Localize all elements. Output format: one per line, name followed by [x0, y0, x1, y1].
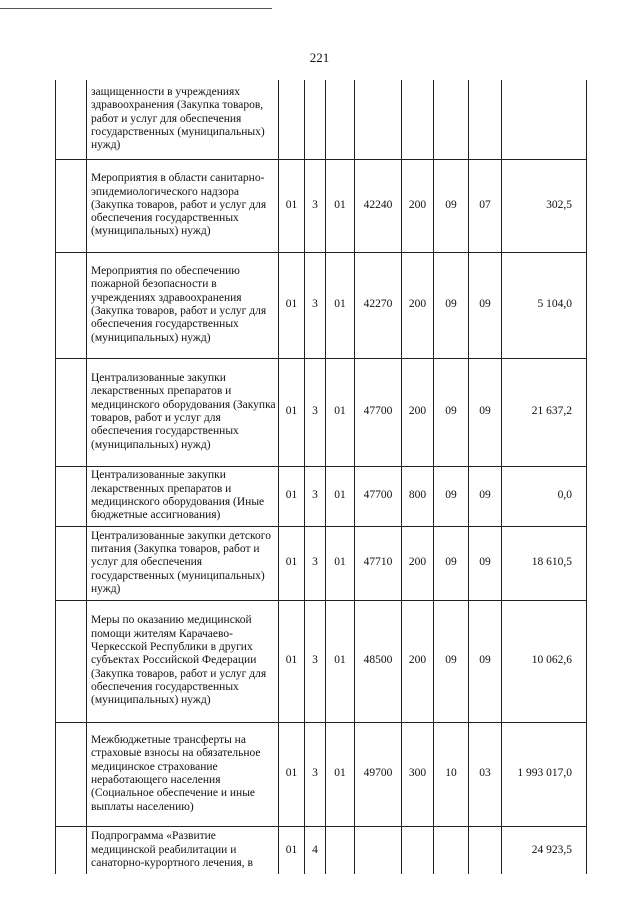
table-row — [56, 526, 587, 600]
row-code-cell-c6 — [434, 80, 469, 159]
row-code-cell-c3: 01 — [326, 600, 355, 722]
row-index-cell — [56, 466, 87, 526]
row-code-cell-c6: 09 — [434, 466, 469, 526]
row-code-cell-c1: 01 — [279, 358, 305, 466]
row-code-cell-c3: 01 — [326, 526, 355, 600]
row-index-cell — [56, 600, 87, 722]
row-code-cell-c2: 3 — [305, 466, 326, 526]
row-sum-cell: 302,5 — [502, 159, 587, 252]
row-code-cell-c7 — [469, 80, 502, 159]
row-name-cell: Подпрограмма «Развитие медицинской реабилитации и санаторно-курортного лечения, в — [87, 826, 279, 874]
table-row — [56, 80, 587, 159]
row-code-cell-c7: 09 — [469, 526, 502, 600]
row-code-cell-c7 — [469, 826, 502, 874]
table-row — [56, 722, 587, 826]
table-row — [56, 159, 587, 252]
row-code-cell-c3 — [326, 826, 355, 874]
row-code-cell-c4 — [355, 826, 402, 874]
top-rule — [0, 8, 272, 9]
row-index-cell — [56, 159, 87, 252]
row-code-cell-c2: 4 — [305, 826, 326, 874]
row-code-cell-c4: 47700 — [355, 466, 402, 526]
row-code-cell-c4: 47700 — [355, 358, 402, 466]
row-code-cell-c1: 01 — [279, 252, 305, 358]
row-code-cell-c6: 09 — [434, 526, 469, 600]
row-code-cell-c1: 01 — [279, 826, 305, 874]
row-code-cell-c6: 09 — [434, 159, 469, 252]
row-sum-cell: 18 610,5 — [502, 526, 587, 600]
row-sum-cell: 10 062,6 — [502, 600, 587, 722]
row-code-cell-c6 — [434, 826, 469, 874]
row-code-cell-c7: 03 — [469, 722, 502, 826]
row-code-cell-c2: 3 — [305, 159, 326, 252]
row-code-cell-c6: 09 — [434, 358, 469, 466]
row-code-cell-c2: 3 — [305, 600, 326, 722]
row-code-cell-c3: 01 — [326, 358, 355, 466]
row-sum-cell: 0,0 — [502, 466, 587, 526]
table-row — [56, 252, 587, 358]
row-sum-cell: 1 993 017,0 — [502, 722, 587, 826]
row-code-cell-c2 — [305, 80, 326, 159]
table-body — [56, 80, 587, 874]
row-sum-cell: 21 637,2 — [502, 358, 587, 466]
row-code-cell-c3: 01 — [326, 466, 355, 526]
row-code-cell-c4 — [355, 80, 402, 159]
row-code-cell-c3: 01 — [326, 252, 355, 358]
row-code-cell-c4: 42240 — [355, 159, 402, 252]
row-code-cell-c2: 3 — [305, 358, 326, 466]
row-code-cell-c5: 300 — [402, 722, 434, 826]
row-sum-cell: 5 104,0 — [502, 252, 587, 358]
row-name-cell: Централизованные закупки лекарственных препаратов и медицинского оборудования (Закупка товаров, работ и услуг для обеспечения государственных (муниципальных) нужд) — [87, 358, 279, 466]
row-sum-cell: 24 923,5 — [502, 826, 587, 874]
row-code-cell-c3 — [326, 80, 355, 159]
row-code-cell-c6: 09 — [434, 252, 469, 358]
row-sum-cell — [502, 80, 587, 159]
row-code-cell-c7: 09 — [469, 358, 502, 466]
row-name-cell: Мероприятия в области санитарно-эпидемиологического надзора (Закупка товаров, работ и услуг для обеспечения государственных (муниципальных) нужд) — [87, 159, 279, 252]
row-code-cell-c1: 01 — [279, 600, 305, 722]
row-code-cell-c1 — [279, 80, 305, 159]
table-row — [56, 466, 587, 526]
row-code-cell-c7: 07 — [469, 159, 502, 252]
row-code-cell-c1: 01 — [279, 722, 305, 826]
row-name-cell: Межбюджетные трансферты на страховые взносы на обязательное медицинское страхование неработающего населения (Социальное обеспечение и иные выплаты населению) — [87, 722, 279, 826]
row-code-cell-c4: 42270 — [355, 252, 402, 358]
row-code-cell-c5: 800 — [402, 466, 434, 526]
row-index-cell — [56, 826, 87, 874]
row-code-cell-c5 — [402, 826, 434, 874]
row-code-cell-c6: 09 — [434, 600, 469, 722]
row-code-cell-c4: 48500 — [355, 600, 402, 722]
row-code-cell-c1: 01 — [279, 466, 305, 526]
row-name-cell: Централизованные закупки детского питания (Закупка товаров, работ и услуг для обеспечения государственных (муниципальных) нужд) — [87, 526, 279, 600]
row-code-cell-c3: 01 — [326, 722, 355, 826]
row-code-cell-c1: 01 — [279, 526, 305, 600]
row-code-cell-c5: 200 — [402, 358, 434, 466]
table-row — [56, 826, 587, 874]
row-name-cell: защищенности в учреждениях здравоохранения (Закупка товаров, работ и услуг для обеспечения государственных (муниципальных) нужд) — [87, 80, 279, 159]
row-code-cell-c5: 200 — [402, 252, 434, 358]
row-index-cell — [56, 80, 87, 159]
row-code-cell-c2: 3 — [305, 252, 326, 358]
row-code-cell-c7: 09 — [469, 600, 502, 722]
row-index-cell — [56, 252, 87, 358]
row-code-cell-c3: 01 — [326, 159, 355, 252]
row-index-cell — [56, 526, 87, 600]
row-code-cell-c4: 47710 — [355, 526, 402, 600]
row-code-cell-c1: 01 — [279, 159, 305, 252]
row-code-cell-c5: 200 — [402, 600, 434, 722]
row-name-cell: Мероприятия по обеспечению пожарной безопасности в учреждениях здравоохранения (Закупка товаров, работ и услуг для обеспечения государственных (муниципальных) нужд) — [87, 252, 279, 358]
row-name-cell: Меры по оказанию медицинской помощи жителям Карачаево-Черкесской Республики в других субъектах Российской Федерации (Закупка товаров, работ и услуг для обеспечения государственных (муниципальных) нужд) — [87, 600, 279, 722]
budget-table — [55, 80, 587, 874]
row-code-cell-c5: 200 — [402, 526, 434, 600]
row-index-cell — [56, 358, 87, 466]
table-row — [56, 600, 587, 722]
row-code-cell-c5: 200 — [402, 159, 434, 252]
row-index-cell — [56, 722, 87, 826]
row-code-cell-c4: 49700 — [355, 722, 402, 826]
row-code-cell-c2: 3 — [305, 526, 326, 600]
page-number: 221 — [309, 50, 330, 65]
row-code-cell-c2: 3 — [305, 722, 326, 826]
row-code-cell-c6: 10 — [434, 722, 469, 826]
row-code-cell-c7: 09 — [469, 466, 502, 526]
row-code-cell-c7: 09 — [469, 252, 502, 358]
row-name-cell: Централизованные закупки лекарственных препаратов и медицинского оборудования (Иные бюджетные ассигнования) — [87, 466, 279, 526]
table-row — [56, 358, 587, 466]
row-code-cell-c5 — [402, 80, 434, 159]
